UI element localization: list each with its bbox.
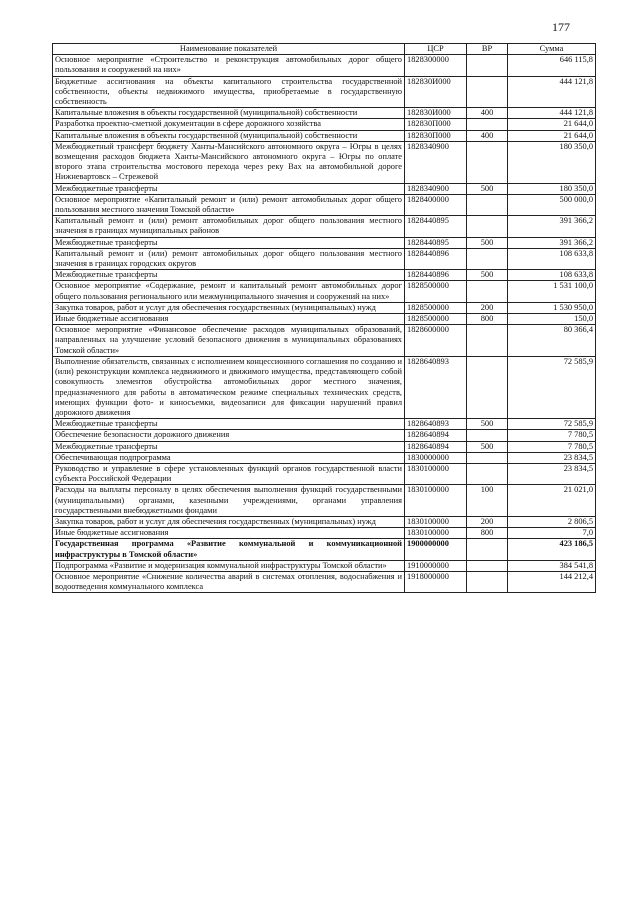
cell-csr: 182830П000 (405, 119, 467, 130)
page-number: 177 (552, 20, 570, 34)
cell-name: Межбюджетные трансферты (53, 183, 405, 194)
cell-sum: 21 021,0 (508, 485, 596, 517)
cell-csr: 1828440896 (405, 248, 467, 269)
cell-vr: 500 (467, 441, 508, 452)
cell-csr: 182830И000 (405, 76, 467, 108)
cell-vr (467, 452, 508, 463)
cell-vr (467, 539, 508, 560)
cell-csr: 1828500000 (405, 281, 467, 302)
cell-name: Капитальный ремонт и (или) ремонт автомобильных дорог общего пользования местного значения в границах городских округов (53, 248, 405, 269)
cell-sum: 7 780,5 (508, 441, 596, 452)
cell-vr: 800 (467, 314, 508, 325)
cell-sum: 500 000,0 (508, 194, 596, 215)
cell-vr (467, 571, 508, 592)
cell-name: Бюджетные ассигнования на объекты капитального строительства государственной собственности, объекты недвижимого имущества, приобретаемые в государственную собственность (53, 76, 405, 108)
cell-name: Закупка товаров, работ и услуг для обеспечения государственных (муниципальных) нужд (53, 302, 405, 313)
cell-csr: 1828640894 (405, 441, 467, 452)
cell-sum: 72 585,9 (508, 356, 596, 418)
table-body (53, 55, 596, 593)
cell-vr (467, 430, 508, 441)
table-row (53, 302, 596, 313)
cell-name: Руководство и управление в сфере установленных функций органов государственной власти субъекта Российской Федерации (53, 463, 405, 484)
cell-csr: 1828300000 (405, 55, 467, 76)
cell-sum: 72 585,9 (508, 419, 596, 430)
cell-csr: 1828500000 (405, 314, 467, 325)
cell-sum: 108 633,8 (508, 270, 596, 281)
cell-vr (467, 76, 508, 108)
cell-name: Межбюджетный трансферт бюджету Ханты-Мансийского автономного округа – Югры в целях возмещения расходов бюджета Ханты-Мансийского автономного округа – Югры по оплате второго этапа строительства мостового перехода через реку Вах на автомобильной дороге Нижневартовск – Стрежевой (53, 141, 405, 183)
column-header-name: Наименование показателей (53, 44, 405, 55)
table-row (53, 571, 596, 592)
cell-sum: 384 541,8 (508, 560, 596, 571)
cell-vr (467, 356, 508, 418)
table-row (53, 237, 596, 248)
cell-name: Расходы на выплаты персоналу в целях обеспечения выполнения функций государственными (муниципальными) органами, казенными учреждениями, органами управления государственными внебюджетными фондами (53, 485, 405, 517)
table-row (53, 108, 596, 119)
cell-csr: 1828440895 (405, 216, 467, 237)
table-row (53, 560, 596, 571)
cell-vr: 400 (467, 130, 508, 141)
table-row (53, 119, 596, 130)
table-row (53, 441, 596, 452)
cell-name: Разработка проектно-сметной документации в сфере дорожного хозяйства (53, 119, 405, 130)
table-header-row (53, 44, 596, 55)
cell-csr: 1828600000 (405, 325, 467, 357)
cell-csr: 182830П000 (405, 130, 467, 141)
cell-csr: 182830И000 (405, 108, 467, 119)
cell-sum: 444 121,8 (508, 76, 596, 108)
column-header-csr: ЦСР (405, 44, 467, 55)
table-row (53, 55, 596, 76)
table-row (53, 248, 596, 269)
cell-name: Обеспечение безопасности дорожного движения (53, 430, 405, 441)
cell-sum: 444 121,8 (508, 108, 596, 119)
table-row (53, 452, 596, 463)
cell-sum: 1 530 950,0 (508, 302, 596, 313)
cell-vr: 400 (467, 108, 508, 119)
cell-csr: 1828440896 (405, 270, 467, 281)
table-row (53, 216, 596, 237)
cell-name: Государственная программа «Развитие коммунальной и коммуникационной инфраструктуры в Томской области» (53, 539, 405, 560)
cell-csr: 1828640893 (405, 356, 467, 418)
cell-sum: 144 212,4 (508, 571, 596, 592)
cell-sum: 108 633,8 (508, 248, 596, 269)
cell-csr: 1828500000 (405, 302, 467, 313)
table-row (53, 430, 596, 441)
cell-sum: 2 806,5 (508, 516, 596, 527)
cell-csr: 1900000000 (405, 539, 467, 560)
cell-name: Выполнение обязательств, связанных с исполнением концессионного соглашения по созданию и (или) реконструкции комплекса недвижимого и движимого имущества, представляющего собой совокупность элементов обустройства автомобильных дорог местного значения, предназначенного для работы в автоматическом режиме специальных технических средств, имеющих функции фото- и киносъемки, видеозаписи для фиксации нарушений правил дорожного движения (53, 356, 405, 418)
cell-sum: 80 366,4 (508, 325, 596, 357)
table-row (53, 281, 596, 302)
cell-vr (467, 55, 508, 76)
cell-csr: 1830100000 (405, 516, 467, 527)
table-row (53, 419, 596, 430)
cell-name: Межбюджетные трансферты (53, 419, 405, 430)
cell-name: Закупка товаров, работ и услуг для обеспечения государственных (муниципальных) нужд (53, 516, 405, 527)
cell-sum: 7 780,5 (508, 430, 596, 441)
cell-csr: 1828400000 (405, 194, 467, 215)
cell-sum: 150,0 (508, 314, 596, 325)
table-row (53, 130, 596, 141)
cell-name: Капитальные вложения в объекты государственной (муниципальной) собственности (53, 130, 405, 141)
cell-csr: 1910000000 (405, 560, 467, 571)
cell-vr: 500 (467, 183, 508, 194)
cell-vr: 500 (467, 419, 508, 430)
table-row (53, 528, 596, 539)
cell-sum: 646 115,8 (508, 55, 596, 76)
table-row (53, 463, 596, 484)
cell-name: Основное мероприятие «Капитальный ремонт и (или) ремонт автомобильных дорог общего пользования местного значения Томской области» (53, 194, 405, 215)
cell-csr: 1828340900 (405, 183, 467, 194)
table-row (53, 76, 596, 108)
cell-name: Капитальный ремонт и (или) ремонт автомобильных дорог общего пользования местного значения в границах муниципальных районов (53, 216, 405, 237)
cell-vr (467, 560, 508, 571)
cell-csr: 1828440895 (405, 237, 467, 248)
cell-vr (467, 281, 508, 302)
cell-csr: 1830000000 (405, 452, 467, 463)
cell-sum: 391 366,2 (508, 237, 596, 248)
cell-sum: 180 350,0 (508, 183, 596, 194)
cell-vr (467, 216, 508, 237)
cell-vr: 200 (467, 516, 508, 527)
table-row (53, 516, 596, 527)
cell-csr: 1830100000 (405, 485, 467, 517)
cell-sum: 423 186,5 (508, 539, 596, 560)
table-row (53, 314, 596, 325)
cell-name: Межбюджетные трансферты (53, 270, 405, 281)
cell-csr: 1828640893 (405, 419, 467, 430)
table-row (53, 356, 596, 418)
cell-sum: 391 366,2 (508, 216, 596, 237)
table-row (53, 194, 596, 215)
cell-sum: 21 644,0 (508, 130, 596, 141)
cell-name: Основное мероприятие «Финансовое обеспечение расходов муниципальных образований, направленных на улучшение условий безопасного движения в муниципальных образованиях Томской области» (53, 325, 405, 357)
cell-sum: 1 531 100,0 (508, 281, 596, 302)
cell-sum: 180 350,0 (508, 141, 596, 183)
cell-vr: 800 (467, 528, 508, 539)
cell-name: Основное мероприятие «Снижение количества аварий в системах отопления, водоснабжения и водоотведения коммунального комплекса (53, 571, 405, 592)
column-header-sum: Сумма (508, 44, 596, 55)
cell-name: Иные бюджетные ассигнования (53, 314, 405, 325)
cell-sum: 21 644,0 (508, 119, 596, 130)
cell-name: Межбюджетные трансферты (53, 441, 405, 452)
table-row (53, 141, 596, 183)
table-row (53, 183, 596, 194)
cell-vr: 200 (467, 302, 508, 313)
cell-name: Иные бюджетные ассигнования (53, 528, 405, 539)
cell-sum: 7,0 (508, 528, 596, 539)
cell-csr: 1830100000 (405, 463, 467, 484)
cell-name: Межбюджетные трансферты (53, 237, 405, 248)
cell-vr: 100 (467, 485, 508, 517)
cell-name: Капитальные вложения в объекты государственной (муниципальной) собственности (53, 108, 405, 119)
cell-sum: 23 834,5 (508, 463, 596, 484)
cell-vr (467, 463, 508, 484)
cell-vr (467, 141, 508, 183)
budget-table (52, 43, 596, 593)
cell-name: Обеспечивающая подпрограмма (53, 452, 405, 463)
cell-name: Подпрограмма «Развитие и модернизация коммунальной инфраструктуры Томской области» (53, 560, 405, 571)
cell-name: Основное мероприятие «Содержание, ремонт и капитальный ремонт автомобильных дорог общего пользования регионального или межмуниципального значения и сооружений на них» (53, 281, 405, 302)
cell-csr: 1830100000 (405, 528, 467, 539)
table-row (53, 539, 596, 560)
cell-vr (467, 119, 508, 130)
cell-name: Основное мероприятие «Строительство и реконструкция автомобильных дорог общего пользования и сооружений на них» (53, 55, 405, 76)
table-row (53, 270, 596, 281)
cell-vr (467, 325, 508, 357)
cell-vr (467, 194, 508, 215)
cell-csr: 1828640894 (405, 430, 467, 441)
cell-vr (467, 248, 508, 269)
table-row (53, 325, 596, 357)
cell-vr: 500 (467, 270, 508, 281)
column-header-vr: ВР (467, 44, 508, 55)
cell-csr: 1918000000 (405, 571, 467, 592)
table-row (53, 485, 596, 517)
cell-csr: 1828340900 (405, 141, 467, 183)
cell-vr: 500 (467, 237, 508, 248)
cell-sum: 23 834,5 (508, 452, 596, 463)
